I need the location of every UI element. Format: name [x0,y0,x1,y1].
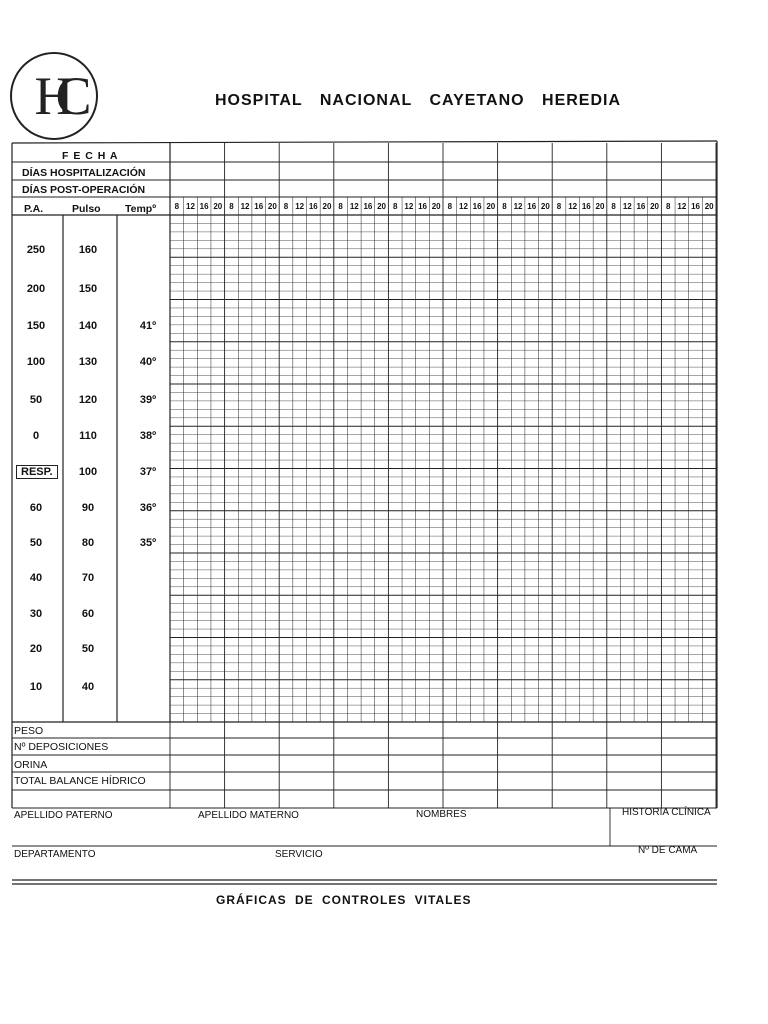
pa-value: 150 [26,320,46,332]
time-tick: 12 [349,202,359,211]
time-tick: 20 [267,202,277,211]
time-tick: 16 [308,202,318,211]
pulso-value: 120 [78,394,98,406]
pulso-value: 80 [81,537,95,549]
time-tick: 12 [295,202,305,211]
peso-label: PESO [14,725,44,737]
time-tick: 20 [650,202,660,211]
pa-value: 50 [29,537,43,549]
departamento-label: DEPARTAMENTO [14,849,96,860]
time-tick: 16 [472,202,482,211]
numero-cama-label: Nº DE CAMA [638,845,698,856]
pulso-value: 50 [81,643,95,655]
time-tick: 12 [240,202,250,211]
resp-label: RESP. [16,466,56,478]
apellido-materno-label: APELLIDO MATERNO [198,810,299,821]
pa-value: 60 [29,502,43,514]
pulso-header: Pulso [72,203,101,215]
logo-letters: HC [34,66,74,126]
time-tick: 12 [404,202,414,211]
pa-header: P.A. [24,203,44,215]
pa-value: 100 [26,356,46,368]
time-tick: 8 [447,202,453,211]
time-tick: 20 [213,202,223,211]
temp-value: 41º [139,320,157,332]
time-tick: 20 [704,202,714,211]
pa-value: 0 [32,430,40,442]
pulso-value: 110 [79,430,97,442]
time-tick: 8 [665,202,671,211]
pulso-value: 90 [81,502,95,514]
temp-value: 39º [139,394,157,406]
time-tick: 16 [418,202,427,211]
historia-clinica-label: HISTORIA CLÍNICA [622,807,711,818]
temp-value: 36º [139,502,157,514]
fecha-label: F E C H A [62,150,119,162]
time-tick: 8 [502,202,507,211]
time-tick: 12 [568,202,578,211]
pa-value: 250 [26,244,46,256]
pulso-value: 150 [78,283,98,295]
time-tick: 20 [322,202,332,211]
time-tick: 16 [254,202,264,211]
time-tick: 12 [186,202,195,211]
servicio-label: SERVICIO [275,849,323,860]
time-tick: 20 [486,202,496,211]
pulso-value: 60 [81,608,95,620]
temp-header: Tempº [125,203,157,215]
time-tick: 12 [459,202,468,211]
time-tick: 16 [636,202,646,211]
dias-hospitalizacion-label: DÍAS HOSPITALIZACIÓN [22,167,146,179]
form-title: GRÁFICAS DE CONTROLES VITALES [216,893,472,907]
time-tick: 20 [540,202,550,211]
pulso-value: 40 [81,681,95,693]
apellido-paterno-label: APELLIDO PATERNO [14,810,113,821]
pulso-value: 130 [78,356,98,368]
time-tick: 16 [527,202,537,211]
time-tick: 8 [174,202,180,211]
pa-value: 200 [26,283,46,295]
pa-value: 40 [29,572,43,584]
dias-post-operacion-label: DÍAS POST-OPERACIÓN [22,184,146,196]
time-tick: 8 [338,202,343,211]
time-tick: 16 [199,202,209,211]
time-tick: 8 [229,202,234,211]
time-tick: 20 [431,202,441,211]
pa-value: 30 [29,608,43,620]
temp-value: 35º [139,537,157,549]
balance-hidrico-label: TOTAL BALANCE HÍDRICO [14,775,146,787]
time-tick: 12 [677,202,687,211]
time-tick: 16 [363,202,373,211]
time-tick: 20 [595,202,605,211]
time-tick: 20 [377,202,387,211]
temp-value: 40º [139,356,157,368]
pulso-value: 100 [78,466,98,478]
time-tick: 16 [581,202,591,211]
hospital-name: HOSPITAL NACIONAL CAYETANO HEREDIA [215,92,622,109]
pa-value: 50 [29,394,43,406]
temp-value: 38º [139,430,157,442]
pa-value: 20 [29,643,43,655]
frame-top [12,141,717,143]
deposiciones-label: Nº DEPOSICIONES [14,741,109,753]
time-tick: 12 [622,202,632,211]
time-tick: 12 [513,202,523,211]
pa-value: 10 [29,681,43,693]
orina-label: ORINA [14,759,48,771]
temp-value: 37º [139,466,157,478]
nombres-label: NOMBRES [416,809,467,820]
time-tick: 8 [556,202,562,211]
time-tick: 8 [283,202,289,211]
pulso-value: 160 [78,244,98,256]
time-tick: 16 [691,202,700,211]
pulso-value: 140 [78,320,98,332]
time-tick: 8 [611,202,616,211]
time-tick: 8 [392,202,398,211]
pulso-value: 70 [81,572,95,584]
